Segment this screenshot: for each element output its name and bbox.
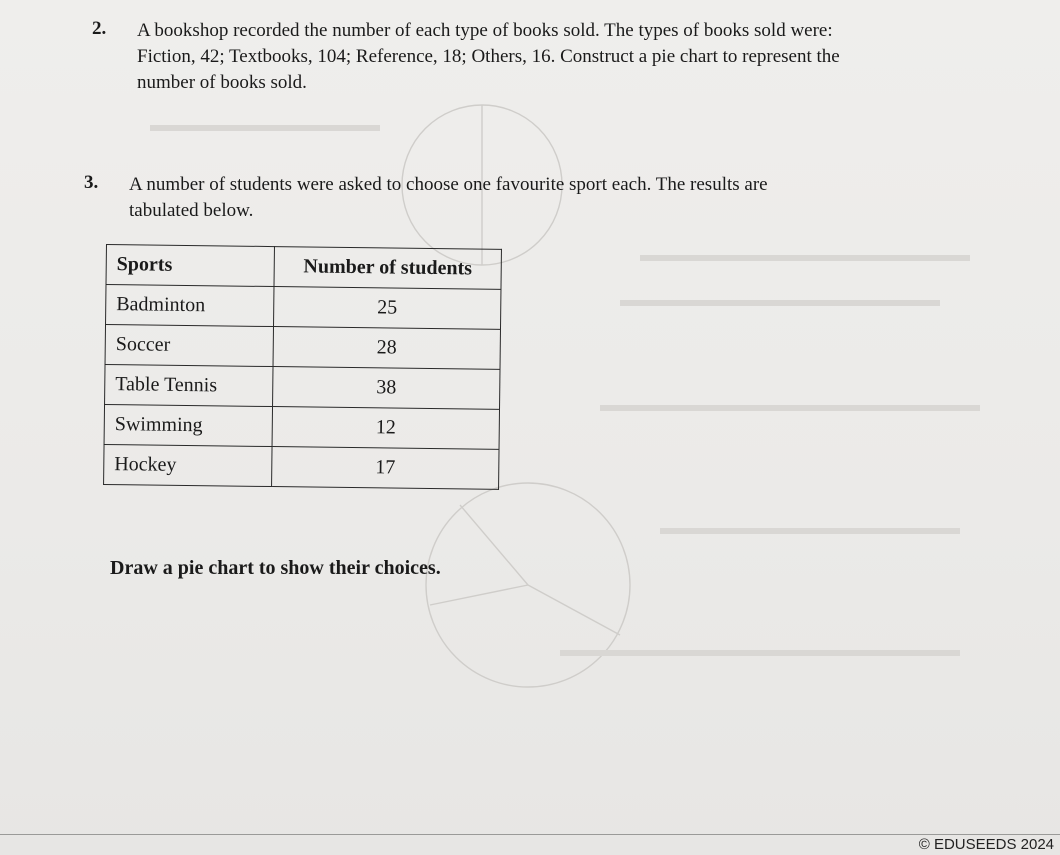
sport-name: Swimming (104, 404, 272, 446)
sport-name: Badminton (106, 285, 274, 327)
copyright-notice: © EDUSEEDS 2024 (918, 836, 1054, 853)
question-2-line-2: Fiction, 42; Textbooks, 104; Reference, 18; Others, 16. Construct a pie chart to represent the (137, 46, 840, 67)
question-2-line-1: A bookshop recorded the number of each type of books sold. The types of books sold were: (137, 20, 833, 41)
student-count: 12 (272, 407, 499, 450)
table-row (106, 285, 501, 330)
student-count: 25 (274, 287, 501, 330)
table-row (104, 444, 499, 489)
table-row (105, 364, 500, 409)
sport-name: Hockey (104, 444, 272, 486)
student-count: 38 (273, 367, 500, 410)
table-row (104, 404, 499, 449)
footer-divider (0, 834, 1060, 835)
student-count: 28 (273, 327, 500, 370)
student-count: 17 (272, 447, 499, 490)
question-3-instruction: Draw a pie chart to show their choices. (110, 557, 441, 579)
sports-table (103, 244, 502, 490)
sport-name: Table Tennis (105, 364, 273, 406)
sport-name: Soccer (105, 325, 273, 367)
question-3-number: 3. (84, 172, 99, 193)
table-row (105, 325, 500, 370)
question-3-line-2: tabulated below. (129, 200, 254, 221)
header-number-of-students: Number of students (274, 247, 501, 290)
table-header-row (106, 245, 501, 290)
header-sports: Sports (106, 245, 274, 287)
question-2-text (137, 18, 1017, 96)
question-2-number: 2. (92, 18, 107, 39)
question-3-line-1: A number of students were asked to choose one favourite sport each. The results are (129, 174, 768, 195)
question-2-line-3: number of books sold. (137, 72, 307, 93)
question-3-text (129, 172, 1009, 224)
